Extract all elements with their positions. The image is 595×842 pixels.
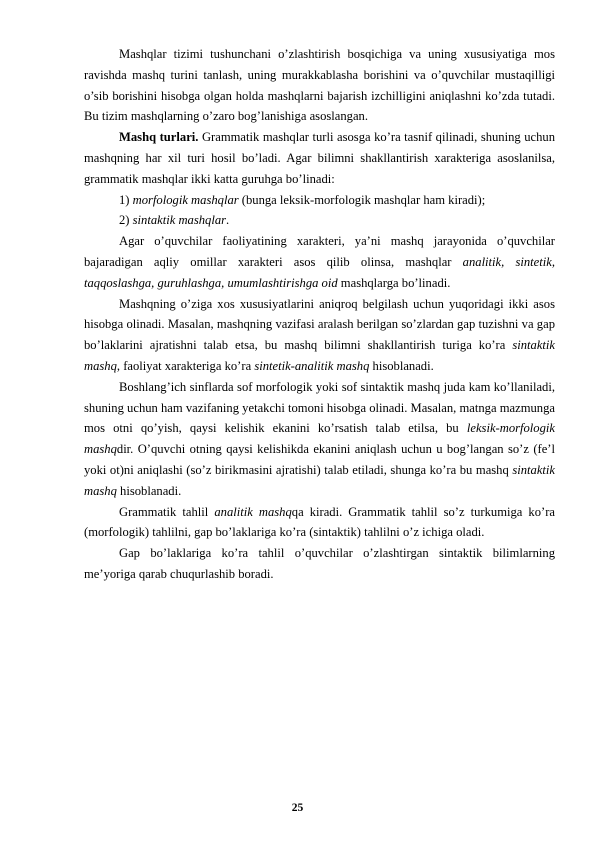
paragraph-text: qa kiradi. Grammatik tahlil so’z turkumiga ko’ra (morfologik) tahlilni, gap bo’laklariga ko’ra (sintaktik) tahlilni o’z ichiga oladi. — [84, 504, 556, 540]
paragraph-text: dir. O’quvchi otning qaysi kelishikda ekanini aniqlash uchun u bog’langan so’z (fe’l yoki ot)ni aniqlashi (so’z birikmasini ajratishi) talab etiladi, shunga ko’ra bu mashq — [84, 442, 555, 477]
list-number: 1) — [119, 192, 133, 207]
paragraph-text: Agar o’quvchilar faoliyatining xarakteri, ya’ni mashq jarayonida o’quvchilar bajaradigan aqliy omillar xarakteri asos qilib olinsa, mashqlar — [84, 234, 555, 269]
paragraph-activity-types — [84, 231, 555, 293]
paragraph-exercise-system — [84, 44, 555, 127]
paragraph-exercise-types — [84, 127, 555, 189]
list-text: . — [226, 213, 230, 228]
paragraph-text: hisoblanadi. — [369, 358, 434, 373]
document-body — [84, 44, 555, 585]
paragraph-text: Mashqning o’ziga xos xususiyatlarini aniqroq belgilash uchun yuqoridagi ikki asos hisobga olinadi. Masalan, mashqning vazifasi aralash berilgan so’zlardan gap tuzishni va gap bo’laklarini ajratishni talab etsa, bu mashq bilimni shakllantirish turiga ko’ra — [84, 296, 555, 353]
section-heading: Mashq turlari. — [119, 130, 199, 145]
paragraph-text: mashqlarga bo’linadi. — [337, 275, 451, 290]
italic-term: leksik-morfologik mashq — [84, 421, 555, 457]
italic-term: analitik, sintetik, taqqoslashga, guruhlashga, umumlashtirishga oid — [84, 254, 555, 290]
list-item-syntactic — [84, 210, 555, 231]
list-term: morfologik mashqlar — [132, 192, 239, 207]
paragraph-text: Grammatik mashqlar turli asosga ko’ra tasnif qilinadi, shuning uchun mashqning har xil turi hosil bo’ladi. Agar bilimni shakllantirish xarakteriga asoslanilsa, grammatik mashqlar ikki katta guruhga bo’linadi: — [84, 130, 555, 186]
page-number: 25 — [291, 802, 304, 814]
paragraph-text: hisoblanadi. — [116, 483, 182, 498]
paragraph-primary-classes — [84, 377, 555, 502]
paragraph-exercise-features — [84, 294, 555, 377]
paragraph-text: Grammatik tahlil — [119, 504, 215, 519]
italic-term: sintaktik mashq — [84, 462, 555, 498]
list-item-morphological — [84, 190, 555, 211]
italic-term: sintetik-analitik mashq — [254, 358, 370, 373]
list-number: 2) — [119, 213, 133, 228]
list-text: (bunga leksik-morfologik mashqlar ham kiradi); — [238, 192, 486, 207]
paragraph-sentence-parts — [84, 543, 555, 585]
paragraph-text: Mashqlar tizimi tushunchani o’zlashtirish bosqichiga va uning xususiyatiga mos ravishda mashq turini tanlash, uning murakkablasha borishini va o’quvchilar mustaqilligi o’sib borishini hisobga olgan holda mashqlarni bajarish izchilligini aniqlashni ko’zda tutadi. Bu tizim mashqlarning o’zaro bog’lanishiga asoslangan. — [84, 47, 555, 124]
paragraph-text: Boshlang’ich sinflarda sof morfologik yoki sof sintaktik mashq juda kam ko’llaniladi, shuning uchun ham vazifaning yetakchi tomoni hisobga olinadi. Masalan, matnga mazmunga mos otni qo’yish, qaysi kelishik ekanini ko’rsatish talab etilsa, bu — [84, 379, 555, 436]
paragraph-grammatical-analysis — [84, 502, 555, 544]
paragraph-text: , faoliyat xarakteriga ko’ra — [116, 358, 255, 373]
italic-term: sintaktik mashq — [84, 338, 555, 373]
list-term: sintaktik mashqlar — [132, 213, 227, 228]
paragraph-text: Gap bo’laklariga ko’ra tahlil o’quvchilar o’zlashtirgan sintaktik bilimlarning me’yoriga qarab chuqurlashib boradi. — [84, 546, 555, 581]
italic-term: analitik mashq — [214, 504, 292, 519]
